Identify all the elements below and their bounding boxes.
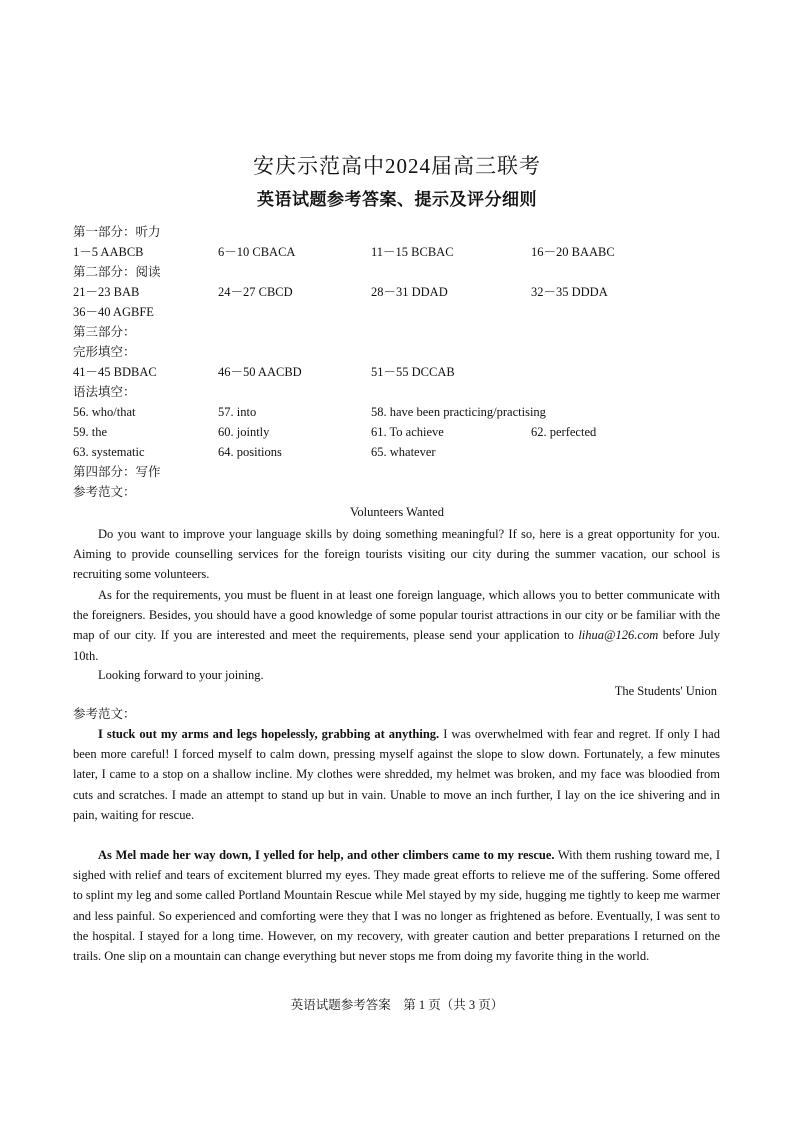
essay2-opening-sentence: As Mel made her way down, I yelled for help, and other climbers came to my rescue. [98, 848, 555, 862]
part4-label: 第四部分：写作 [73, 465, 161, 479]
part2-label: 第二部分：阅读 [73, 265, 161, 279]
cloze-answers [73, 362, 723, 382]
page-footer: 英语试题参考答案 第 1 页（共 3 页） [290, 998, 504, 1012]
sample-essay-label: 参考范文： [73, 485, 136, 499]
part1-label: 第一部分：听力 [73, 225, 161, 239]
essay-title: Volunteers Wanted [349, 505, 444, 519]
essay1-paragraph: Looking forward to your joining. [98, 668, 264, 682]
essay-signature: The Students' Union [614, 684, 717, 698]
page-subtitle: 英语试题参考答案、提示及评分细则 [257, 190, 537, 209]
answer-group: 32－35 DDDA [531, 285, 608, 299]
answer-group: 28－31 DDAD [371, 285, 448, 299]
answer-group: 6－10 CBACA [218, 245, 296, 259]
essay2-paragraph [73, 724, 720, 825]
email-address: lihua@126.com [578, 628, 659, 643]
answer-group: 46－50 AACBD [218, 365, 302, 379]
essay1-paragraph-text: As for the requirements, you must be fluent in at least one foreign language, which allows you to better communicate with the foreigners. Besides, you should have a good knowledge of some popular tourist attractions in our city or be familiar with the map of our city. If you are interested and meet the requirements, please send your application to [73, 588, 720, 643]
grammar-answer: 64. positions [218, 445, 282, 459]
page-title: 安庆示范高中2024届高三联考 [253, 154, 541, 178]
answer-group: 21－23 BAB [73, 285, 140, 299]
grammar-answer: 59. the [73, 425, 108, 439]
answer-group: 41－45 BDBAC [73, 365, 157, 379]
grammar-answers [73, 402, 723, 462]
essay1-paragraph [73, 585, 720, 666]
grammar-answer: 62. perfected [531, 425, 597, 439]
grammar-answer: 65. whatever [371, 445, 436, 459]
grammar-answer: 60. jointly [218, 425, 270, 439]
essay1-paragraph-text: before July 10th. [73, 628, 720, 663]
essay2-paragraph-text: With them rushing toward me, I sighed with relief and tears of excitement blurred my eyes. They made great efforts to relieve me of the suffering. Some offered to splint my leg and some called Portland Mountain Rescue while Mel stayed by my side, hugging me tightly to keep me warmer and less painful. So experienced and comforting were they that I was no longer as frightened as before. Eventually, I was sent to the hospital. I stayed for a long time. However, on my recovery, with greater caution and better preparations I returned on the trails. One slip on a mountain can change everything but never stops me from doing my favorite thing in the world. [73, 848, 720, 964]
essay1-paragraph: Do you want to improve your language skills by doing something meaningful? If so, here is a great opportunity for you. Aiming to provide counselling services for the foreign tourists visiting our city during the summer vacation, our school is recruiting some volunteers. [73, 527, 720, 582]
cloze-label: 完形填空： [73, 345, 136, 359]
grammar-answer: 63. systematic [73, 445, 145, 459]
answer-group: 36－40 AGBFE [73, 305, 154, 319]
grammar-answer: 61. To achieve [371, 425, 444, 439]
answer-group: 11－15 BCBAC [371, 245, 454, 259]
answer-group: 24－27 CBCD [218, 285, 293, 299]
sample-essay-label: 参考范文： [73, 707, 136, 721]
grammar-answer: 57. into [218, 405, 257, 419]
answer-group: 16－20 BAABC [531, 245, 615, 259]
essay2-opening-sentence: I stuck out my arms and legs hopelessly, grabbing at anything. [98, 727, 440, 741]
grammar-label: 语法填空： [73, 385, 136, 399]
grammar-answer: 56. who/that [73, 405, 136, 419]
essay2-paragraph [73, 845, 720, 966]
essay2-paragraph-text: I was overwhelmed with fear and regret. If only I had been more careful! I forced myself to calm down, pressing myself against the slope to slow down. Fortunately, a few minutes later, I came to a stop on a shallow incline. My clothes were shredded, my helmet was broken, and my face was bloodied from cuts and scratches. I made an attempt to stand up but in vain. Unable to move an inch further, I lay on the ice shivering and in pain, waiting for rescue. [73, 727, 720, 822]
answer-group: 51－55 DCCAB [371, 365, 455, 379]
grammar-answer: 58. have been practicing/practising [371, 405, 546, 419]
part2-answers [73, 282, 723, 322]
part3-label: 第三部分： [73, 325, 136, 339]
answer-group: 1－5 AABCB [73, 245, 144, 259]
part1-answers [73, 242, 723, 262]
